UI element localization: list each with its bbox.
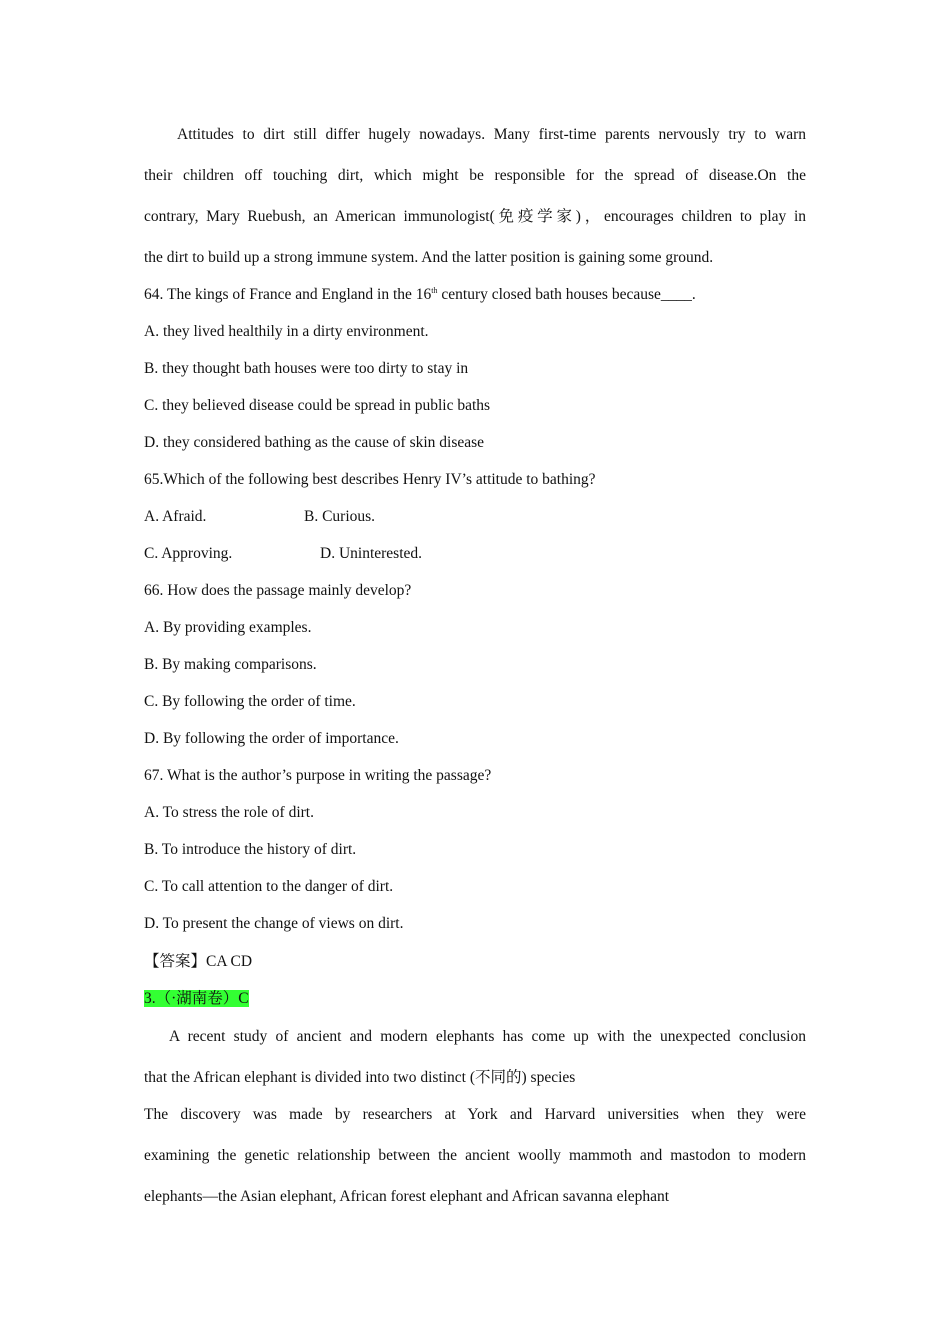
question-64-option-b: B. they thought bath houses were too dirty to stay in <box>144 360 469 377</box>
question-65-option-b: B. Curious. <box>304 508 376 525</box>
question-64-superscript: th <box>431 286 438 295</box>
question-64-option-c: C. they believed disease could be spread in public baths <box>144 397 491 414</box>
passage2-line-2: that the African elephant is divided into two distinct (不同的) species <box>144 1069 576 1086</box>
question-66-option-c: C. By following the order of time. <box>144 693 356 710</box>
question-66-option-b: B. By making comparisons. <box>144 656 317 673</box>
passage2-line-3: The discovery was made by researchers at York and Harvard universities when they were <box>144 1106 806 1123</box>
question-67-option-a: A. To stress the role of dirt. <box>144 804 314 821</box>
question-65-option-a: A. Afraid. <box>144 508 207 525</box>
section-heading <box>144 989 806 1009</box>
question-66-stem: 66. How does the passage mainly develop? <box>144 582 412 599</box>
passage1-line-1: Attitudes to dirt still differ hugely nowadays. Many first-time parents nervously try to warn <box>177 126 806 143</box>
question-64-option-a: A. they lived healthily in a dirty environment. <box>144 323 429 340</box>
question-64-stem-a: 64. The kings of France and England in the 16 <box>144 286 432 303</box>
passage2-line-4: examining the genetic relationship between the ancient woolly mammoth and mastodon to modern <box>144 1147 806 1164</box>
passage1-line-3: contrary, Mary Ruebush, an American immunologist(免疫学家)，encourages children to play in <box>144 208 806 225</box>
question-67-option-b: B. To introduce the history of dirt. <box>144 841 357 858</box>
question-65-option-c: C. Approving. <box>144 545 233 562</box>
question-65-stem: 65.Which of the following best describes Henry IV’s attitude to bathing? <box>144 471 596 488</box>
answer-key: 【答案】CA CD <box>144 953 253 970</box>
question-66-option-a: A. By providing examples. <box>144 619 312 636</box>
section-heading-highlight: 3.（·湖南卷）C <box>144 990 249 1007</box>
question-65-option-d: D. Uninterested. <box>320 545 423 562</box>
passage1-line-4: the dirt to build up a strong immune system. And the latter position is gaining some ground. <box>144 249 714 266</box>
question-67-option-c: C. To call attention to the danger of dirt. <box>144 878 394 895</box>
passage2-line-1: A recent study of ancient and modern elephants has come up with the unexpected conclusion <box>169 1028 806 1045</box>
question-64-option-d: D. they considered bathing as the cause of skin disease <box>144 434 485 451</box>
question-67-option-d: D. To present the change of views on dirt. <box>144 915 404 932</box>
passage2-line-5: elephants—the Asian elephant, African forest elephant and African savanna elephant <box>144 1188 670 1205</box>
passage1-line-2: their children off touching dirt, which might be responsible for the spread of disease.On the <box>144 167 806 184</box>
question-64-stem-b: century closed bath houses because____. <box>437 286 696 303</box>
question-67-stem: 67. What is the author’s purpose in writing the passage? <box>144 767 492 784</box>
question-66-option-d: D. By following the order of importance. <box>144 730 399 747</box>
question-64-stem <box>144 285 806 305</box>
